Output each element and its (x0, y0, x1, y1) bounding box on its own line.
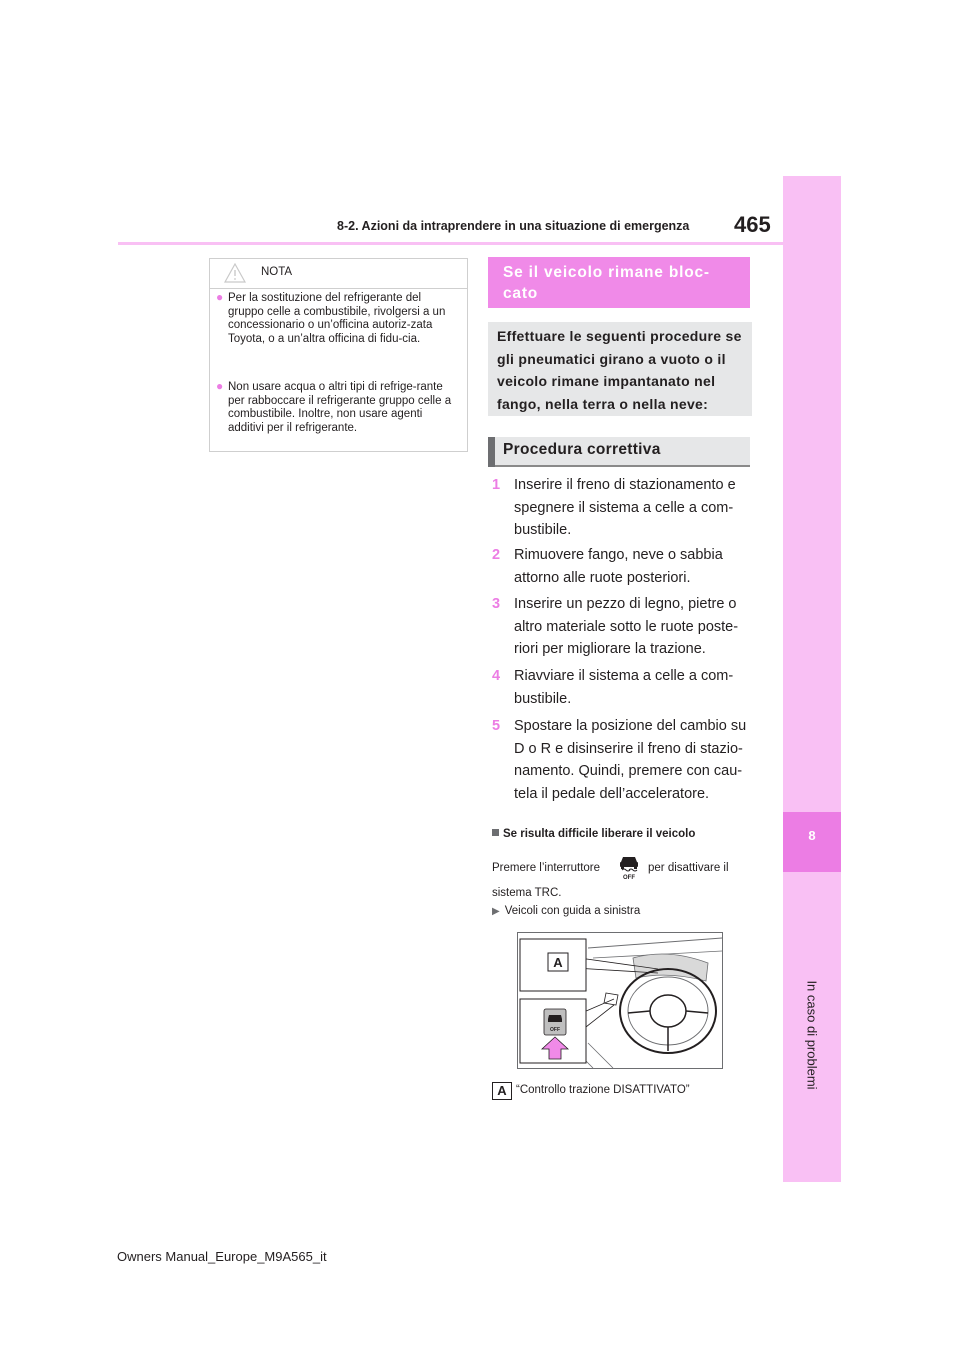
page-number: 465 (734, 212, 771, 237)
procedure-heading: Procedura correttiva (503, 441, 661, 458)
bullet-icon: ● (216, 290, 224, 304)
trc-instruction-line2: sistema TRC. (492, 887, 562, 899)
procedure-step: 2 Rimuovere fango, neve o sabbia attorno alle ruote posteriori. (492, 547, 723, 586)
dashboard-drawing (518, 933, 722, 1068)
square-bullet-icon (492, 829, 499, 836)
nota-item: ● Non usare acqua o altri tipi di refrige-rante per rabboccare il refrigerante gruppo celle a combustibile. Inoltre, non usare agenti additivi per il refrigerante. (216, 379, 452, 434)
chapter-number: 8 (808, 828, 816, 843)
callout-a-label: A (553, 955, 563, 970)
bullet-icon: ● (216, 379, 224, 393)
section-title: 8-2. Azioni da intraprendere in una situazione di emergenza (337, 219, 690, 233)
chapter-title: In caso di problemi (804, 980, 820, 1090)
procedure-step: 1 Inserire il freno di stazionamento e spegnere il sistema a celle a com-bustibile. (492, 477, 736, 538)
triangle-bullet-icon: ▶ (492, 906, 500, 917)
nota-item: ● Per la sostituzione del refrigerante del gruppo celle a combustibile, rivolgersi a un concessionario o un’officina autoriz-zata Toyota, o a un’altra officina di fidu-cia. (216, 290, 446, 345)
caption-a-box: A (492, 1082, 512, 1100)
procedure-step: 4 Riavviare il sistema a celle a com-bustibile. (492, 668, 734, 707)
header-rule (118, 242, 783, 245)
dashboard-illustration (517, 932, 723, 1069)
nota-divider (210, 288, 467, 289)
intro-text: Effettuare le seguenti procedure se gli pneumatici girano a vuoto o il veicolo rimane impantanato nel fango, nella terra o nella neve: (497, 328, 742, 412)
warning-icon (224, 263, 246, 283)
trc-instruction-end: per disattivare il (648, 862, 729, 874)
trc-instruction-start: Premere l’interruttore (492, 862, 601, 874)
trc-off-switch-icon (616, 853, 642, 881)
section-heading: Se il veicolo rimane bloc-cato (503, 264, 710, 302)
procedure-step: 5 Spostare la posizione del cambio su D o R e disinserire il freno di stazio-namento. Quindi, premere con cau-tela il pedale dell’acceleratore. (492, 718, 747, 802)
svg-text:OFF: OFF (550, 1027, 560, 1033)
subsection-heading: Se risulta difficile liberare il veicolo (492, 828, 695, 840)
caption-text: “Controllo trazione DISATTIVATO” (516, 1084, 690, 1096)
procedure-heading-bar (488, 437, 495, 467)
nota-title: NOTA (261, 266, 293, 278)
footer-text: Owners Manual_Europe_M9A565_it (117, 1249, 327, 1264)
drive-side-bullet: ▶ Veicoli con guida a sinistra (492, 905, 641, 917)
procedure-step: 3 Inserire un pezzo di legno, pietre o altro materiale sotto le ruote poste-riori per migliorare la trazione. (492, 596, 739, 657)
svg-text:OFF: OFF (623, 875, 635, 881)
